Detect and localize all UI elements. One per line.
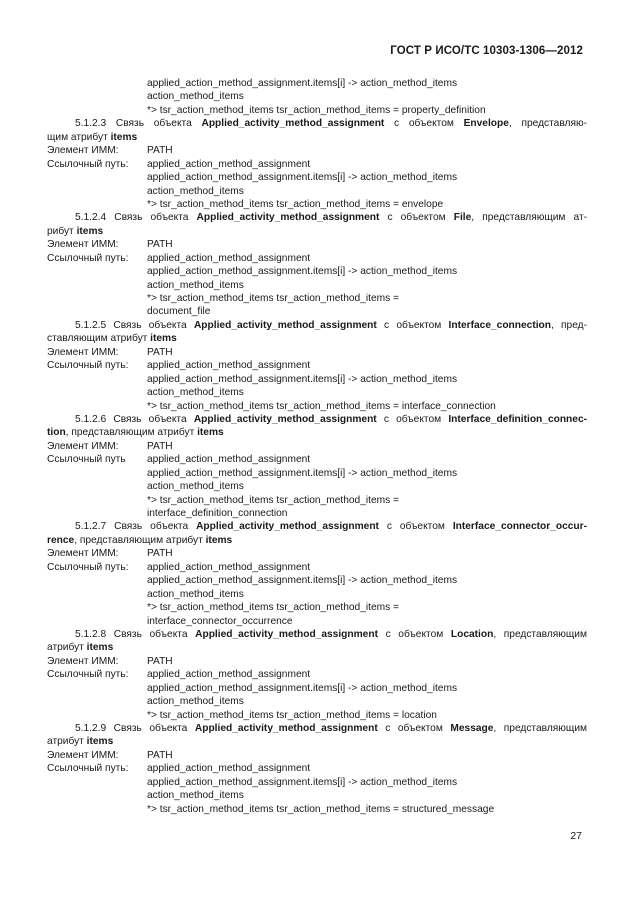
mim-element-value: PATH [147,655,173,667]
mim-element-row [47,238,587,251]
attribute-name: items [86,736,114,748]
path-line: action_method_items [147,696,244,708]
reference-path-label: Ссылочный путь: [47,561,129,573]
mim-element-row [47,547,587,560]
attribute-name: items [205,534,233,546]
path-line: *> tsr_action_method_items tsr_action_method_items = [147,494,399,506]
target-entity-name: Message [450,723,494,734]
section-heading-continuation [47,332,587,345]
path-line: *> tsr_action_method_items tsr_action_method_items = interface_connection [147,400,496,412]
section-heading-continuation [47,426,587,439]
heading-text: , представляющим атрибут [65,427,198,439]
page-body [47,77,587,816]
heading-text: 5.1.2.5 Связь объекта [75,319,194,331]
attribute-name: items [150,333,177,345]
heading-text: , представляющим ат- [471,212,588,224]
section-heading-line [47,413,587,426]
section-heading-continuation [47,534,587,547]
heading-text: с объектом [377,723,451,734]
mim-element-label: Элемент ИММ: [47,239,119,251]
target-entity-name: Interface_definition_connec- [448,413,588,425]
reference-path-label: Ссылочный путь: [47,669,129,681]
path-line: *> tsr_action_method_items tsr_action_method_items = envelope [147,198,444,210]
reference-path-label: Ссылочный путь [47,454,126,466]
heading-text: , представляющим [493,628,587,640]
section-heading-continuation [47,225,587,238]
reference-path-label: Ссылочный путь: [47,360,129,372]
path-line: document_file [147,306,211,318]
section-heading-continuation [47,641,587,654]
entity-name: Applied_activity_method_assignment [193,319,377,331]
heading-text: с объектом [376,413,449,425]
reference-path-label: Ссылочный путь: [47,763,129,775]
mim-element-value: PATH [147,239,173,251]
mim-element-value: PATH [147,145,173,157]
heading-text: 5.1.2.4 Связь объекта [75,212,197,224]
entity-name: Applied_activity_method_assignment [196,212,380,224]
reference-path-row [47,359,587,372]
attribute-name: items [76,225,104,237]
path-line: interface_connector_occurrence [147,615,293,627]
target-entity-name: Envelope [463,118,509,130]
path-line: applied_action_method_assignment [147,454,311,466]
path-line: *> tsr_action_method_items tsr_action_method_items = structured_message [147,803,495,815]
path-line: action_method_items [147,588,244,600]
path-line: applied_action_method_assignment [147,561,311,573]
path-line: action_method_items [147,790,244,802]
heading-text: с объектом [376,319,449,331]
heading-text: с объектом [378,521,453,533]
path-line: applied_action_method_assignment [147,252,311,264]
section-heading-line [47,319,587,332]
heading-text: , представляющим [493,723,588,734]
path-line: *> tsr_action_method_items tsr_action_method_items = property_definition [147,104,486,116]
entity-name: Applied_activity_method_assignment [196,521,379,533]
heading-text: рибут [47,225,77,237]
reference-path-label: Ссылочный путь: [47,252,129,264]
mim-element-value: PATH [147,548,173,560]
heading-text: , представляющим атрибут [74,534,206,546]
reference-path-row [47,252,587,265]
document-header: ГОСТ Р ИСО/ТС 10303-1306—2012 [390,45,583,57]
entity-name: Applied_activity_method_assignment [193,413,377,425]
section-heading-continuation [47,131,587,144]
mim-element-label: Элемент ИММ: [47,548,119,560]
heading-text: 5.1.2.3 Связь объекта [75,118,202,130]
path-line: applied_action_method_assignment [147,763,311,775]
path-line: applied_action_method_assignment.items[i] -> action_method_items [147,78,458,89]
path-line: applied_action_method_assignment [147,669,311,681]
path-line: applied_action_method_assignment.items[i] -> action_method_items [147,575,458,587]
entity-name: Applied_activity_method_assignment [201,118,385,130]
section-heading-line [47,117,587,130]
path-line: action_method_items [147,91,244,103]
heading-text: с объектом [377,628,451,640]
attribute-name: items [86,642,114,654]
path-line: action_method_items [147,387,244,399]
path-line: *> tsr_action_method_items tsr_action_method_items = [147,602,399,614]
mim-element-row [47,144,587,157]
heading-text: щим атрибут [47,131,111,143]
path-line: applied_action_method_assignment [147,158,311,170]
section-heading-line [47,211,587,224]
heading-text: с объектом [384,118,464,130]
target-entity-name: tion [47,427,66,439]
mim-element-value: PATH [147,346,173,358]
path-line: applied_action_method_assignment [147,360,311,372]
entity-name: Applied_activity_method_assignment [195,628,378,640]
mim-element-label: Элемент ИММ: [47,145,119,157]
mim-element-label: Элемент ИММ: [47,655,119,667]
path-line: applied_action_method_assignment.items[i] -> action_method_items [147,266,458,278]
path-line: *> tsr_action_method_items tsr_action_method_items = [147,293,399,304]
heading-text: 5.1.2.8 Связь объекта [75,628,196,640]
reference-path-row [47,762,587,775]
entity-name: Applied_activity_method_assignment [194,723,378,734]
mim-element-label: Элемент ИММ: [47,749,119,761]
mim-element-row [47,346,587,359]
reference-path-row [47,668,587,681]
target-entity-name: rence [47,534,75,546]
mim-element-label: Элемент ИММ: [47,346,119,358]
path-line: applied_action_method_assignment.items[i] -> action_method_items [147,682,458,694]
mim-element-row [47,749,587,762]
heading-text: 5.1.2.9 Связь объекта [75,723,195,734]
path-line: action_method_items [147,185,244,197]
attribute-name: items [197,427,224,439]
path-line: action_method_items [147,481,244,493]
target-entity-name: Interface_connector_occur- [452,521,587,533]
mim-element-label: Элемент ИММ: [47,440,119,452]
reference-path-row [47,453,587,466]
section-heading-line [47,628,587,641]
heading-text: 5.1.2.7 Связь объекта [75,521,197,533]
path-line: applied_action_method_assignment.items[i] -> action_method_items [147,373,458,385]
heading-text: атрибут [47,736,87,748]
path-line: action_method_items [147,279,244,291]
mim-element-row [47,655,587,668]
path-line: applied_action_method_assignment.items[i] -> action_method_items [147,172,458,184]
heading-text: 5.1.2.6 Связь объекта [75,413,194,425]
reference-path-row [47,158,587,171]
mim-element-row [47,440,587,453]
heading-text: атрибут [47,642,87,654]
page-number: 27 [570,830,582,842]
section-heading-continuation [47,735,587,748]
path-line: *> tsr_action_method_items tsr_action_method_items = location [147,709,437,721]
path-line: interface_definition_connection [147,508,288,519]
path-line: applied_action_method_assignment.items[i] -> action_method_items [147,776,458,788]
heading-text: с объектом [379,212,454,224]
attribute-name: items [110,131,138,143]
heading-text: ставляющим атрибут [47,333,151,345]
heading-text: , пред- [551,319,588,331]
target-entity-name: Interface_connection [448,319,551,331]
target-entity-name: File [453,212,472,224]
reference-path-row [47,561,587,574]
mim-element-value: PATH [147,749,173,761]
target-entity-name: Location [450,628,494,640]
section-heading-line [47,520,587,533]
mim-element-value: PATH [147,440,173,452]
path-line: applied_action_method_assignment.items[i] -> action_method_items [147,467,458,479]
heading-text: , представляю- [508,118,587,130]
reference-path-label: Ссылочный путь: [47,158,129,170]
section-heading-line [47,722,587,735]
